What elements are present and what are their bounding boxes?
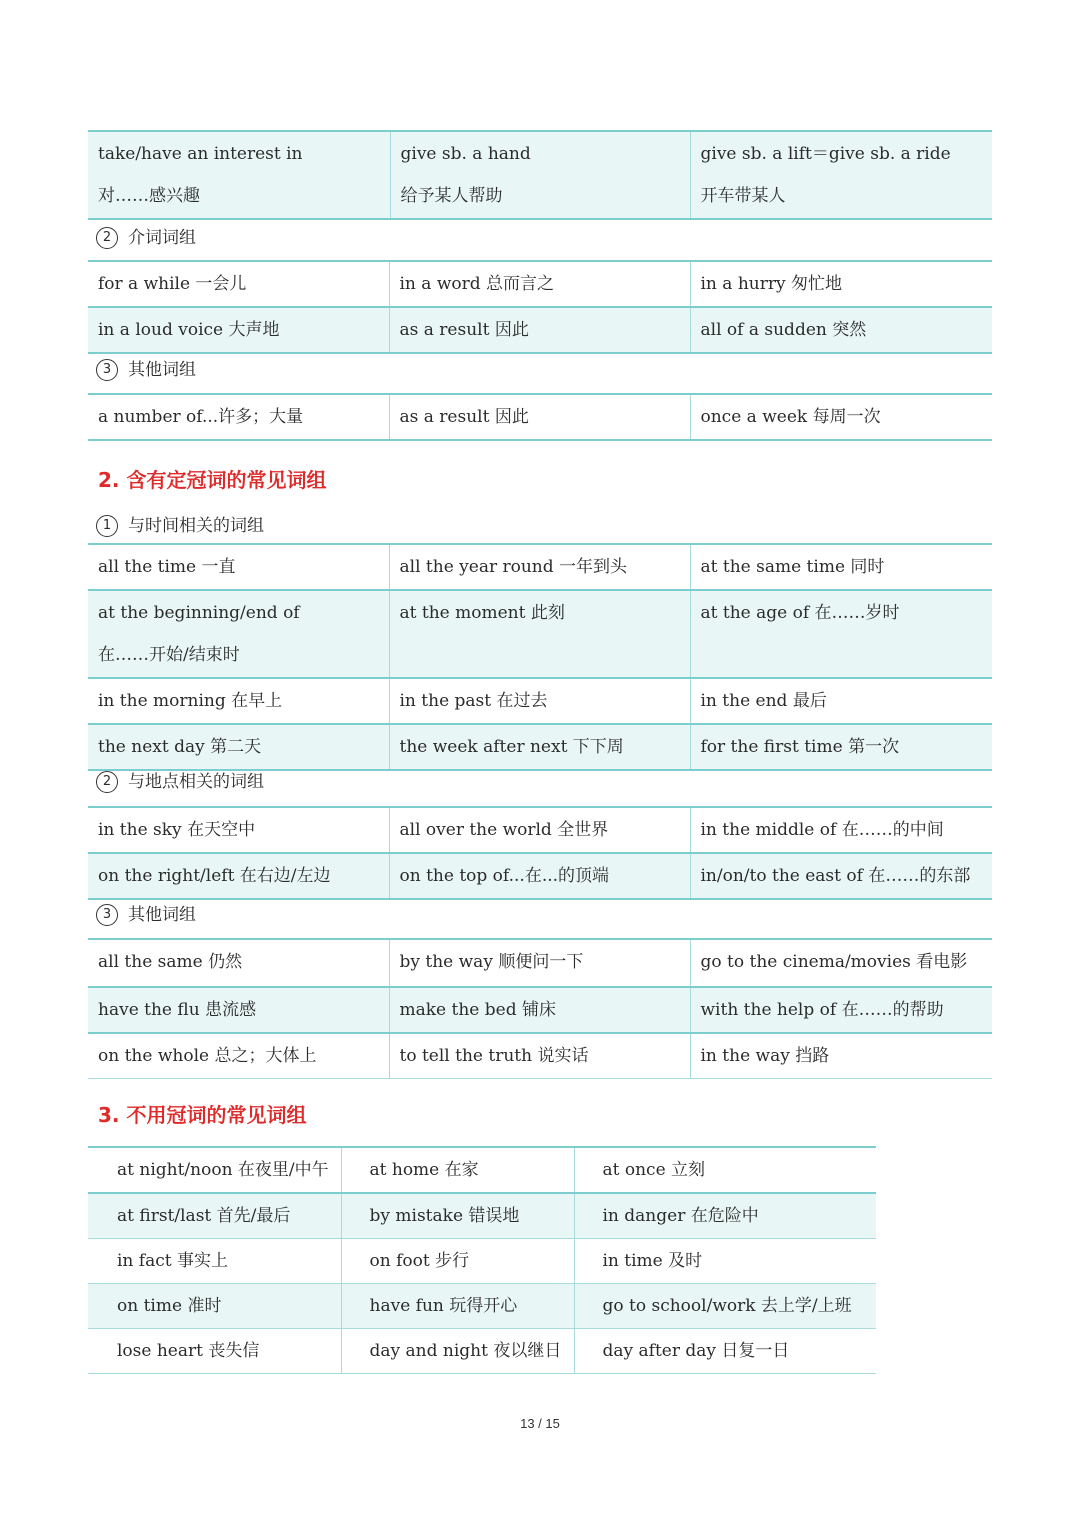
table-cell: all of a sudden 突然 — [690, 307, 992, 353]
table-cell: at the same time 同时 — [690, 544, 992, 590]
phrase-zh: 在……开始/结束时 — [98, 645, 240, 665]
table-cell: go to school/work 去上学/上班 — [574, 1284, 876, 1329]
subsection-title: 与时间相关的词组 — [128, 516, 264, 536]
table-cell: at the age of 在……岁时 — [690, 590, 992, 678]
table-cell: in the sky 在天空中 — [98, 820, 256, 840]
circled-number: 2 — [96, 771, 118, 793]
table-row — [88, 394, 992, 440]
phrase-en: at the beginning/end of — [98, 603, 300, 623]
table-cell: by mistake 错误地 — [341, 1193, 574, 1239]
table-cell: at night/noon 在夜里/中午 — [117, 1160, 329, 1180]
table-cell: go to the cinema/movies 看电影 — [690, 939, 992, 987]
table-row — [88, 678, 992, 724]
table-row — [88, 987, 992, 1033]
table-cell: once a week 每周一次 — [690, 394, 992, 440]
table-row — [88, 1147, 876, 1193]
table-cell: in a loud voice 大声地 — [88, 307, 389, 353]
table-cell: in the middle of 在……的中间 — [690, 807, 992, 853]
table-cell: in time 及时 — [574, 1239, 876, 1284]
phrase-en: take/have an interest in — [98, 144, 303, 164]
table-row — [88, 544, 992, 590]
table-row — [88, 131, 992, 219]
table-row — [88, 590, 992, 678]
table-cell: in/on/to the east of 在……的东部 — [690, 853, 992, 899]
table-cell: a number of...许多；大量 — [98, 407, 304, 427]
table-cell: in a hurry 匆忙地 — [690, 261, 992, 307]
subsection-title: 其他词组 — [128, 905, 196, 925]
phrase-zh: 开车带某人 — [700, 186, 786, 206]
table-cell: on time 准时 — [88, 1284, 341, 1329]
section-heading: 3. 不用冠词的常见词组 — [98, 1103, 307, 1127]
subsection-title: 与地点相关的词组 — [128, 772, 264, 792]
phrase-table-no-article — [88, 1146, 876, 1374]
section-heading: 2. 含有定冠词的常见词组 — [98, 468, 327, 492]
table-cell: for the first time 第一次 — [690, 724, 992, 770]
table-cell: in the end 最后 — [690, 678, 992, 724]
subsection-title: 其他词组 — [128, 360, 196, 380]
table-row — [88, 1284, 876, 1329]
table-cell: in the past 在过去 — [389, 678, 690, 724]
table-cell: at the moment 此刻 — [389, 590, 690, 678]
subsection-label — [88, 762, 992, 802]
table-cell: as a result 因此 — [389, 394, 690, 440]
page-number: 13 / 15 — [520, 1416, 560, 1431]
table-cell: day after day 日复一日 — [574, 1329, 876, 1374]
subsection-label — [88, 350, 992, 390]
phrase-table-other2 — [88, 938, 992, 1079]
phrase-table-place — [88, 806, 992, 900]
table-cell: on the top of...在...的顶端 — [389, 853, 690, 899]
table-cell: lose heart 丧失信 — [117, 1341, 260, 1361]
table-row — [88, 807, 992, 853]
table-cell: in the way 挡路 — [690, 1033, 992, 1079]
circled-number: 3 — [96, 904, 118, 926]
table-row — [88, 1329, 876, 1374]
phrase-table-prep — [88, 260, 992, 354]
table-cell: at first/last 首先/最后 — [88, 1193, 341, 1239]
table-cell: all the year round 一年到头 — [389, 544, 690, 590]
circled-number: 2 — [96, 227, 118, 249]
phrase-table-time — [88, 543, 992, 771]
subsection-label — [88, 218, 992, 258]
circled-number: 3 — [96, 359, 118, 381]
phrase-table-other — [88, 393, 992, 441]
phrase-zh: 对……感兴趣 — [98, 186, 200, 206]
table-cell: in danger 在危险中 — [574, 1193, 876, 1239]
phrase-en: give sb. a hand — [400, 144, 531, 164]
table-cell: all over the world 全世界 — [389, 807, 690, 853]
table-cell: at home 在家 — [341, 1147, 574, 1193]
table-cell: have the flu 患流感 — [88, 987, 389, 1033]
table-cell: in a word 总而言之 — [389, 261, 690, 307]
table-row — [88, 853, 992, 899]
table-row — [88, 307, 992, 353]
table-cell: for a while 一会儿 — [98, 274, 247, 294]
table-cell: with the help of 在……的帮助 — [690, 987, 992, 1033]
phrase-en: give sb. a lift＝give sb. a ride — [700, 144, 951, 164]
table-row — [88, 1239, 876, 1284]
subsection-label — [88, 506, 992, 546]
table-row — [88, 1193, 876, 1239]
table-cell: at once 立刻 — [574, 1147, 876, 1193]
table-cell: the week after next 下下周 — [389, 724, 690, 770]
table-cell — [390, 131, 690, 219]
table-cell — [88, 590, 389, 678]
table-cell — [88, 131, 390, 219]
table-cell: all the time 一直 — [98, 557, 236, 577]
subsection-title: 介词词组 — [128, 228, 196, 248]
table-row — [88, 1033, 992, 1079]
table-cell: to tell the truth 说实话 — [389, 1033, 690, 1079]
phrase-table-top — [88, 130, 992, 220]
phrase-zh: 给予某人帮助 — [400, 186, 503, 206]
table-cell: by the way 顺便问一下 — [389, 939, 690, 987]
table-cell — [690, 131, 992, 219]
table-row — [88, 939, 992, 987]
table-cell: on the whole 总之；大体上 — [98, 1046, 317, 1066]
table-cell: in the morning 在早上 — [98, 691, 283, 711]
table-cell: all the same 仍然 — [98, 952, 243, 972]
table-cell: have fun 玩得开心 — [341, 1284, 574, 1329]
table-cell: in fact 事实上 — [117, 1251, 228, 1271]
table-cell: the next day 第二天 — [88, 724, 389, 770]
table-cell: on the right/left 在右边/左边 — [88, 853, 389, 899]
table-cell: make the bed 铺床 — [389, 987, 690, 1033]
subsection-label — [88, 895, 992, 935]
table-cell: on foot 步行 — [341, 1239, 574, 1284]
table-cell: as a result 因此 — [389, 307, 690, 353]
circled-number: 1 — [96, 515, 118, 537]
table-row — [88, 261, 992, 307]
table-cell: day and night 夜以继日 — [341, 1329, 574, 1374]
